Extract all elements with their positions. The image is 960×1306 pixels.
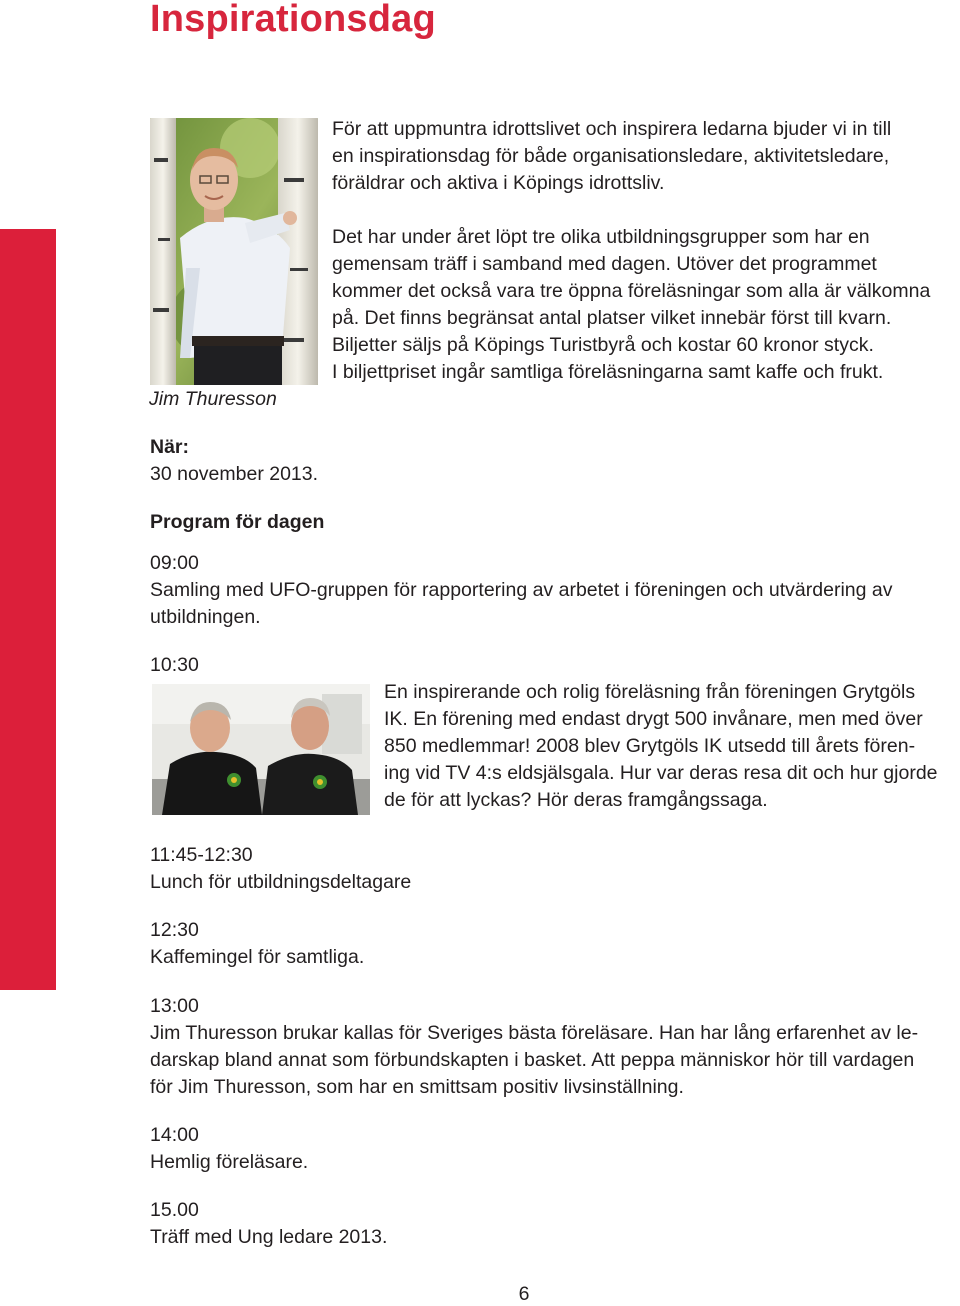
program-text: för Jim Thuresson, som har en smittsam positiv livsinställning.	[150, 1076, 684, 1098]
program-text: ing vid TV 4:s eldsjälsgala. Hur var deras resa dit och hur gjorde	[384, 762, 938, 784]
program-item	[150, 1197, 387, 1251]
program-text: darskap bland annat som förbundskapten i basket. Att peppa människor hör till vardagen	[150, 1049, 915, 1071]
event-date	[150, 434, 318, 488]
text-line: kommer det också vara tre öppna föreläsningar som alla är välkomna	[332, 280, 931, 302]
program-time: 10:30	[150, 654, 199, 676]
program-item	[150, 842, 411, 896]
program-item	[150, 993, 960, 1101]
accent-side-bar	[0, 229, 56, 990]
program-time: 11:45-12:30	[150, 844, 253, 866]
page-title: Inspirationsdag	[150, 0, 436, 40]
photo-caption: Jim Thuresson	[149, 388, 277, 410]
text-line: För att uppmuntra idrottslivet och inspirera ledarna bjuder vi in till	[332, 118, 892, 140]
program-item	[150, 1122, 308, 1176]
program-text: Jim Thuresson brukar kallas för Sveriges bästa föreläsare. Han har lång erfarenhet av le-	[150, 1022, 919, 1044]
program-text: En inspirerande och rolig föreläsning från föreningen Grytgöls	[384, 681, 916, 703]
intro-paragraph-1	[332, 116, 952, 197]
program-time: 09:00	[150, 552, 199, 574]
program-text: utbildningen.	[150, 606, 261, 628]
text-line: Det har under året löpt tre olika utbildningsgrupper som har en	[332, 226, 870, 248]
program-text: de för att lyckas? Hör deras framgångssaga.	[384, 789, 768, 811]
date-value: 30 november 2013.	[150, 463, 319, 485]
program-text: Kaffemingel för samtliga.	[150, 946, 365, 968]
program-text: 850 medlemmar! 2008 blev Grytgöls IK utsedd till årets fören-	[384, 735, 916, 757]
grytgols-speakers-photo	[152, 684, 370, 815]
program-text: Träff med Ung ledare 2013.	[150, 1226, 388, 1248]
speaker-portrait-photo	[150, 118, 318, 385]
page-number: 6	[518, 1283, 530, 1305]
program-item	[150, 550, 950, 631]
text-line: en inspirationsdag för både organisationsledare, aktivitetsledare,	[332, 145, 890, 167]
text-line: föräldrar och aktiva i Köpings idrottsliv.	[332, 172, 665, 194]
program-time: 15.00	[150, 1199, 199, 1221]
intro-paragraph-2	[332, 224, 957, 386]
when-label: När:	[150, 436, 190, 458]
text-line: gemensam träff i samband med dagen. Utöver det programmet	[332, 253, 877, 275]
program-heading: Program för dagen	[150, 511, 325, 533]
program-item-description	[384, 679, 960, 814]
program-text: Samling med UFO-gruppen för rapportering av arbetet i föreningen och utvärdering av	[150, 579, 893, 601]
program-item	[150, 917, 364, 971]
text-line: på. Det finns begränsat antal platser vilket innebär först till kvarn.	[332, 307, 892, 329]
program-time: 12:30	[150, 919, 199, 941]
program-text: IK. En förening med endast drygt 500 invånare, men med över	[384, 708, 923, 730]
program-time: 14:00	[150, 1124, 199, 1146]
text-line: Biljetter säljs på Köpings Turistbyrå och kostar 60 kronor styck.	[332, 334, 874, 356]
text-line: I biljettpriset ingår samtliga föreläsningarna samt kaffe och frukt.	[332, 361, 884, 383]
program-item	[150, 652, 199, 679]
program-time: 13:00	[150, 995, 199, 1017]
program-text: Lunch för utbildningsdeltagare	[150, 871, 412, 893]
program-text: Hemlig föreläsare.	[150, 1151, 309, 1173]
